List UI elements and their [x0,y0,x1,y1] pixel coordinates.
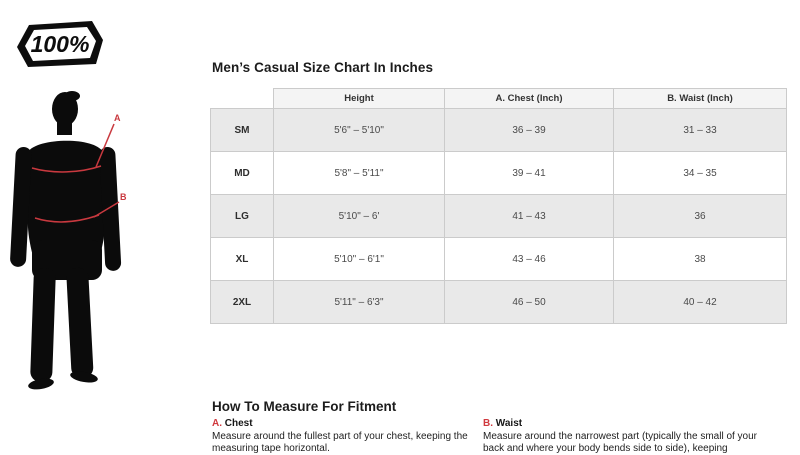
header-cell-chest: A. Chest (Inch) [445,89,614,109]
chest-cell: 43 – 46 [445,238,614,281]
measure-chest-label [212,418,470,429]
height-cell: 5'10" – 6'1" [274,238,445,281]
measure-waist-block [483,418,779,455]
waist-cell: 36 [614,195,787,238]
size-cell: SM [211,109,274,152]
measure-chest-title: Chest [224,418,253,429]
size-cell: XL [211,238,274,281]
header-cell-height: Height [274,89,445,109]
waist-cell: 40 – 42 [614,281,787,324]
brand-logo [15,19,105,71]
table-row [211,195,787,238]
measure-heading: How To Measure For Fitment [212,399,397,414]
waist-cell: 31 – 33 [614,109,787,152]
height-cell: 5'8" – 5'11" [274,152,445,195]
waist-marker-label: B [120,192,127,202]
measure-waist-label [483,418,779,429]
measure-waist-text: Measure around the narrowest part (typically the small of your back and where your body bends side to side), keeping [483,431,758,454]
chest-marker-label: A [114,113,121,123]
brand-logo-icon [15,19,105,71]
size-cell: MD [211,152,274,195]
man-silhouette [10,91,122,391]
measure-waist-title: Waist [495,418,523,429]
brand-logo-text: 100% [30,31,90,57]
measure-chest-prefix: A. [212,418,222,429]
size-cell: LG [211,195,274,238]
chest-cell: 36 – 39 [445,109,614,152]
height-cell: 5'6" – 5'10" [274,109,445,152]
table-header-row [211,89,787,109]
measure-waist-prefix: B. [483,418,493,429]
height-cell: 5'10" – 6' [274,195,445,238]
measure-chest-text: Measure around the fullest part of your chest, keeping the measuring tape horizontal. [212,431,468,454]
table-row [211,281,787,324]
height-cell: 5'11" – 6'3" [274,281,445,324]
header-cell-blank [211,89,274,109]
size-chart-table-container [210,88,787,324]
measure-chest-block [212,418,470,455]
size-chart-table [210,88,787,324]
chest-cell: 39 – 41 [445,152,614,195]
table-row [211,238,787,281]
waist-cell: 38 [614,238,787,281]
table-row [211,152,787,195]
table-row [211,109,787,152]
man-silhouette-graphic [8,90,148,395]
chest-cell: 46 – 50 [445,281,614,324]
waist-cell: 34 – 35 [614,152,787,195]
chest-cell: 41 – 43 [445,195,614,238]
page-title: Men’s Casual Size Chart In Inches [212,60,434,75]
size-cell: 2XL [211,281,274,324]
header-cell-waist: B. Waist (Inch) [614,89,787,109]
body-measurement-figure [8,90,148,395]
